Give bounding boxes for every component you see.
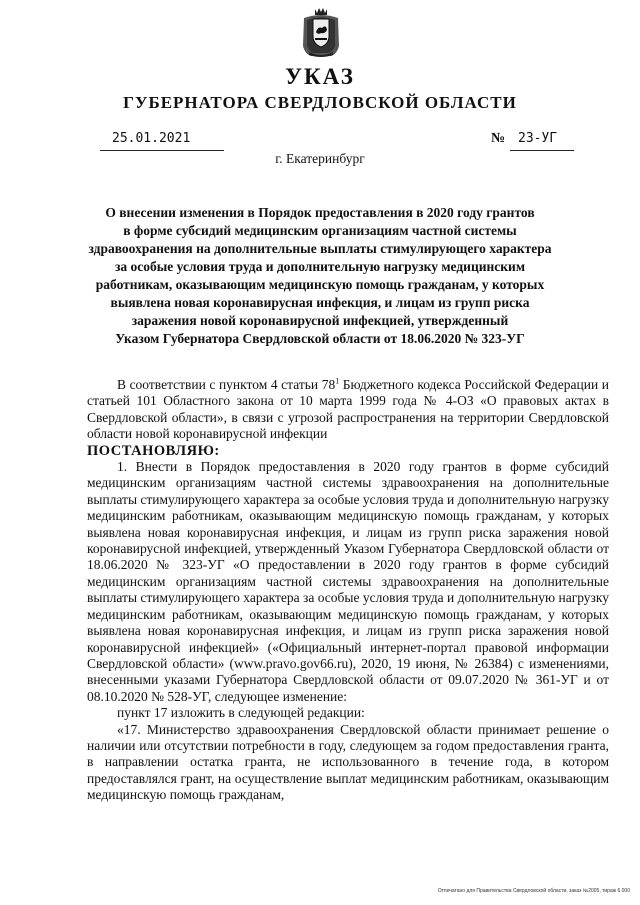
heading-line: работникам, оказывающим медицинскую помощь гражданам, у которых [95, 277, 545, 292]
city-name: г. Екатеринбург [275, 151, 365, 166]
document-body [87, 377, 609, 804]
print-footer-note: Отпечатано для Правительства Свердловской области, заказ №2005, тираж 6 000 [437, 888, 630, 894]
document-date: 25.01.2021 [112, 131, 191, 146]
document-type-title: УКАЗ [285, 64, 355, 89]
item-17-paragraph: «17. Министерство здравоохранения Свердловской области принимает решение о наличии или отсутствии потребности в году, следующем за годом предоставления гранта, в направлении остатка гранта, не использованного в течение года, в котором предоставлялся грант, на осуществление выплат медицинским работникам, оказывающим медицинскую помощь гражданам, [87, 721, 609, 803]
heading-line: в форме субсидий медицинским организациям частной системы [123, 223, 517, 238]
number-sign: № [491, 131, 506, 146]
heading-line: заражения новой коронавирусной инфекцией, утвержденный [131, 313, 509, 328]
coat-of-arms-icon [301, 6, 341, 58]
heading-line: Указом Губернатора Свердловской области от 18.06.2020 № 323-УГ [115, 331, 525, 346]
document-number: 23-УГ [518, 131, 558, 146]
intro-text-continued: Бюджетного кодекса Российской Федерации и статьей 101 Областного закона от 10 марта 1999 года № 4-ОЗ «О правовых актах в Свердловской области», в связи с угрозой распространения на территории Свердловской области новой коронавирусной инфекции [87, 377, 609, 442]
heading-line: выявлена новая коронавирусная инфекция, и лицам из групп риска [110, 295, 530, 310]
article-superscript: 1 [335, 376, 340, 386]
issuer-title: ГУБЕРНАТОРА СВЕРДЛОВСКОЙ ОБЛАСТИ [123, 93, 517, 112]
item-1-paragraph: 1. Внести в Порядок предоставления в 2020 году грантов в форме субсидий медицинским организациям частной системы здравоохранения на дополнительные выплаты стимулирующего характера за особые условия труда и дополнительную нагрузку медицинским работникам, оказывающим медицинскую помощь гражданам, у которых выявлена новая коронавирусная инфекция, и лицам из групп риска заражения новой коронавирусной инфекцией, утвержденный Указом Губернатора Свердловской области от 18.06.2020 № 323-УГ «О предоставлении в 2020 году грантов в форме субсидий медицинским организациям частной системы здравоохранения на дополнительные выплаты стимулирующего характера за особые условия труда и дополнительную нагрузку медицинским работникам, оказывающим медицинскую помощь гражданам, у которых выявлена новая коронавирусная инфекция, и лицам из групп риска заражения новой коронавирусной инфекцией» («Официальный интернет-портал правовой информации Свердловской области» (www.pravo.gov66.ru), 2020, 19 июня, № 26384) с изменениями, внесенными указами Губернатора Свердловской области от 09.07.2020 № 361-УГ и от 08.10.2020 № 528-УГ, следующее изменение: [87, 459, 609, 704]
item-1-subparagraph: пункт 17 изложить в следующей редакции: [117, 705, 365, 721]
heading-line: здравоохранения на дополнительные выплаты стимулирующего характера [88, 241, 552, 256]
heading-line: О внесении изменения в Порядок предоставления в 2020 году грантов [105, 205, 535, 220]
intro-paragraph [87, 377, 609, 443]
decree-word: ПОСТАНОВЛЯЮ: [87, 442, 220, 459]
document-heading [70, 204, 570, 348]
heading-line: за особые условия труда и дополнительную нагрузку медицинским [114, 259, 526, 274]
intro-text: В соответствии с пунктом 4 статьи 78 [117, 377, 336, 392]
